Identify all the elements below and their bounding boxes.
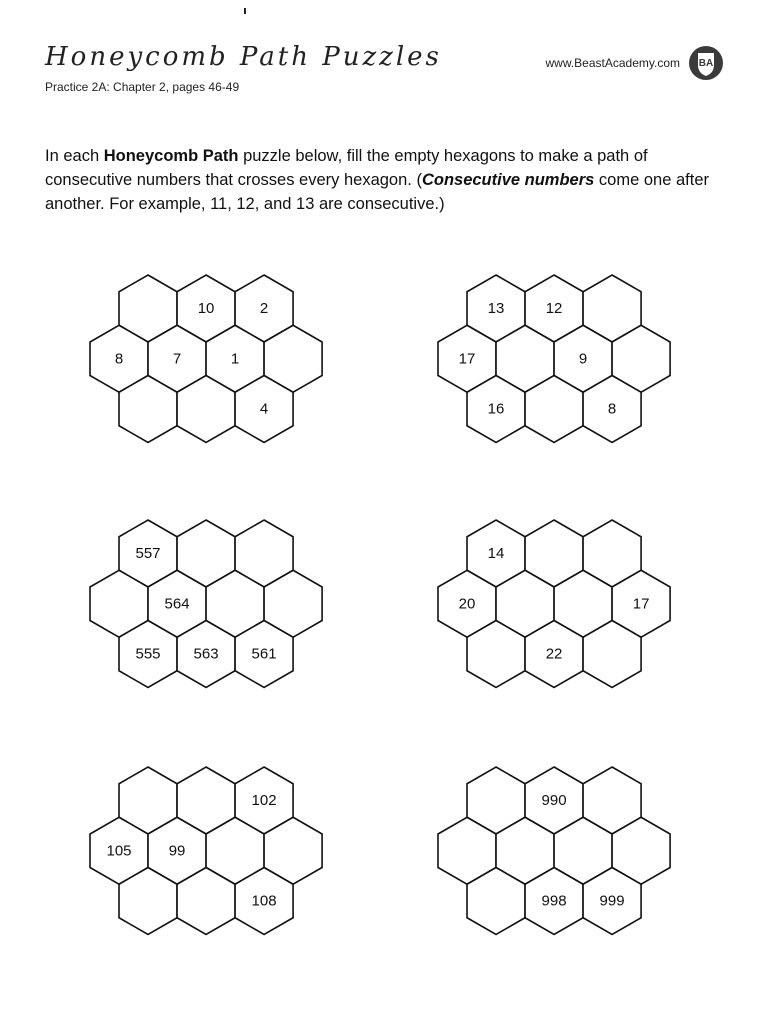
honeycomb-grid xyxy=(436,764,676,944)
honeycomb-puzzle-5 xyxy=(88,764,328,944)
hexagon-number: 12 xyxy=(545,300,563,317)
website-link[interactable]: www.BeastAcademy.com xyxy=(545,56,680,70)
hexagon-number: 4 xyxy=(259,400,269,418)
hexagon-number: 108 xyxy=(251,892,277,910)
hexagon-number: 2 xyxy=(259,300,269,317)
hexagon-number: 22 xyxy=(545,645,563,663)
hexagon-number: 20 xyxy=(458,595,476,613)
logo-lettering: BA xyxy=(698,58,714,69)
hexagon-number: 7 xyxy=(172,350,182,368)
page-title: Honeycomb Path Puzzles xyxy=(45,42,442,72)
hexagon-number: 563 xyxy=(193,645,219,663)
hexagon-number: 8 xyxy=(114,350,124,368)
hexagon-number: 998 xyxy=(541,892,567,910)
page-subtitle: Practice 2A: Chapter 2, pages 46-49 xyxy=(45,80,240,94)
hexagon-number: 9 xyxy=(578,350,588,368)
honeycomb-grid xyxy=(88,272,328,452)
hexagon-number: 13 xyxy=(487,300,505,317)
hexagon-number: 557 xyxy=(135,545,161,562)
honeycomb-puzzle-6 xyxy=(436,764,676,944)
hexagon-number: 990 xyxy=(541,792,567,809)
hexagon-number: 555 xyxy=(135,645,161,663)
honeycomb-puzzle-4 xyxy=(436,517,676,697)
hexagon-number: 16 xyxy=(487,400,505,418)
hexagon-number: 10 xyxy=(197,300,215,317)
hexagon-number: 561 xyxy=(251,645,277,663)
stray-mark xyxy=(244,8,246,14)
honeycomb-puzzle-3 xyxy=(88,517,328,697)
hexagon-number: 564 xyxy=(164,595,190,613)
honeycomb-grid xyxy=(88,517,328,697)
hexagon-number: 17 xyxy=(458,350,476,368)
hexagon-number: 8 xyxy=(607,400,617,418)
honeycomb-grid xyxy=(436,517,676,697)
hexagon-number: 102 xyxy=(251,792,277,809)
honeycomb-grid xyxy=(88,764,328,944)
hexagon-number: 1 xyxy=(230,350,240,368)
honeycomb-puzzle-2 xyxy=(436,272,676,452)
honeycomb-grid xyxy=(436,272,676,452)
hexagon-number: 105 xyxy=(106,842,132,860)
hexagon-number: 999 xyxy=(599,892,625,910)
honeycomb-puzzle-1 xyxy=(88,272,328,452)
hexagon-number: 99 xyxy=(168,842,186,860)
instructions: In each Honeycomb Path puzzle below, fill the empty hexagons to make a path of consecutive numbers that crosses every hexagon. (Consecutive numbers come one after another. For example, 11, 12, and 13 are consecutive.) xyxy=(45,147,709,213)
hexagon-number: 14 xyxy=(487,545,505,562)
beast-academy-logo-icon xyxy=(688,45,724,81)
hexagon-number: 17 xyxy=(632,595,650,613)
